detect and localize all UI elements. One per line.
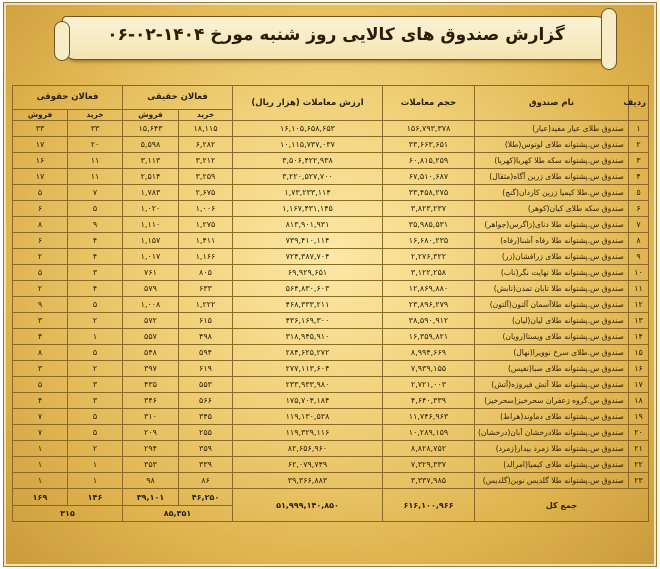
table-row bbox=[13, 361, 649, 377]
cell-row-no: ۱۱ bbox=[629, 281, 649, 297]
cell-value: ۱۰,۱۱۵,۷۳۷,۰۳۷ bbox=[233, 137, 383, 153]
cell-fund-name: صندوق س.پشتوانه طلای کیمیا(امرالد) bbox=[475, 457, 629, 473]
cell-volume: ۷,۹۳۹,۱۵۵ bbox=[383, 361, 475, 377]
totals-legal-buy: ۱۴۶ bbox=[68, 489, 123, 506]
cell-legal-sell: ۱ bbox=[13, 473, 68, 489]
cell-real-buy: ۶۱۹ bbox=[179, 361, 233, 377]
cell-real-buy: ۱۸,۱۱۵ bbox=[179, 121, 233, 137]
cell-fund-name: صندوق س.پشتوانه طلا گلدیس نوین(گلدیس) bbox=[475, 473, 629, 489]
cell-legal-sell: ۵ bbox=[13, 377, 68, 393]
totals-real-buy: ۴۶,۲۵۰ bbox=[179, 489, 233, 506]
table-row bbox=[13, 313, 649, 329]
cell-real-buy: ۶۳۳ bbox=[179, 281, 233, 297]
table-row bbox=[13, 185, 649, 201]
cell-real-buy: ۵۶۶ bbox=[179, 393, 233, 409]
cell-value: ۲۸۴,۶۲۵,۲۷۲ bbox=[233, 345, 383, 361]
cell-legal-buy: ۵ bbox=[68, 409, 123, 425]
cell-row-no: ۲ bbox=[629, 137, 649, 153]
cell-legal-sell: ۷ bbox=[13, 425, 68, 441]
cell-legal-sell: ۸ bbox=[13, 345, 68, 361]
cell-row-no: ۸ bbox=[629, 233, 649, 249]
scroll-curl-left bbox=[54, 21, 70, 61]
cell-legal-buy: ۴ bbox=[68, 249, 123, 265]
cell-fund-name: صندوق س.پشتوانه طلا تابان تمدن(تابش) bbox=[475, 281, 629, 297]
cell-legal-sell: ۸ bbox=[13, 217, 68, 233]
cell-legal-sell: ۷ bbox=[13, 409, 68, 425]
cell-value: ۴۳۶,۱۶۹,۳۰۰ bbox=[233, 313, 383, 329]
cell-value: ۱۱۹,۱۳۰,۵۳۸ bbox=[233, 409, 383, 425]
cell-fund-name: صندوق س.گروه زعفران سحرخیز(سحرخیز) bbox=[475, 393, 629, 409]
cell-legal-sell: ۹ bbox=[13, 297, 68, 313]
totals-legal-sell: ۱۶۹ bbox=[13, 489, 68, 506]
cell-volume: ۳۵,۹۸۵,۵۳۱ bbox=[383, 217, 475, 233]
cell-real-sell: ۹۸ bbox=[123, 473, 179, 489]
cell-row-no: ۲۱ bbox=[629, 441, 649, 457]
cell-legal-buy: ۹ bbox=[68, 217, 123, 233]
cell-legal-sell: ۳ bbox=[13, 313, 68, 329]
table-row bbox=[13, 457, 649, 473]
cell-fund-name: صندوق س.پشتوانه طلای ویستا(رویان) bbox=[475, 329, 629, 345]
table-row bbox=[13, 297, 649, 313]
cell-fund-name: صندوق طلای عیار مفید(عیار) bbox=[475, 121, 629, 137]
cell-volume: ۳۳,۶۶۳,۶۵۱ bbox=[383, 137, 475, 153]
cell-fund-name: صندوق سکه طلای کیان(کوهر) bbox=[475, 201, 629, 217]
cell-fund-name: صندوق س.طلای سرخ نوویرا(نهال) bbox=[475, 345, 629, 361]
cell-row-no: ۲۲ bbox=[629, 457, 649, 473]
cell-legal-buy: ۵ bbox=[68, 201, 123, 217]
cell-real-sell: ۵۷۲ bbox=[123, 313, 179, 329]
cell-real-buy: ۵۵۳ bbox=[179, 377, 233, 393]
cell-row-no: ۶ bbox=[629, 201, 649, 217]
cell-value: ۶۹,۹۲۹,۶۵۱ bbox=[233, 265, 383, 281]
cell-volume: ۲,۲۷۶,۳۲۲ bbox=[383, 249, 475, 265]
cell-real-buy: ۶,۲۸۲ bbox=[179, 137, 233, 153]
header-real-buy: خرید bbox=[179, 110, 233, 121]
cell-real-buy: ۶۱۵ bbox=[179, 313, 233, 329]
table-row bbox=[13, 377, 649, 393]
table-row bbox=[13, 281, 649, 297]
cell-legal-buy: ۵ bbox=[68, 345, 123, 361]
cell-volume: ۱۶,۳۵۹,۸۲۱ bbox=[383, 329, 475, 345]
cell-row-no: ۱ bbox=[629, 121, 649, 137]
totals-legal-combined: ۳۱۵ bbox=[13, 506, 123, 522]
cell-fund-name: صندوق س.پشتوانه طلاآسمان آلتون(آلتون) bbox=[475, 297, 629, 313]
cell-fund-name: صندوق س.پشتوانه طلا زمرد بیدار(زمرد) bbox=[475, 441, 629, 457]
cell-real-buy: ۱,۲۷۵ bbox=[179, 217, 233, 233]
table-row bbox=[13, 441, 649, 457]
cell-real-buy: ۴۹۸ bbox=[179, 329, 233, 345]
cell-legal-sell: ۴ bbox=[13, 393, 68, 409]
cell-legal-buy: ۱۱ bbox=[68, 169, 123, 185]
cell-volume: ۴,۶۴۰,۳۳۹ bbox=[383, 393, 475, 409]
cell-real-buy: ۱,۴۱۱ bbox=[179, 233, 233, 249]
cell-real-buy: ۳۳۹ bbox=[179, 457, 233, 473]
totals-row bbox=[13, 489, 649, 506]
header-legal-buy: خرید bbox=[68, 110, 123, 121]
cell-row-no: ۱۹ bbox=[629, 409, 649, 425]
table-row bbox=[13, 265, 649, 281]
table-row bbox=[13, 329, 649, 345]
cell-volume: ۷,۳۲۹,۳۳۷ bbox=[383, 457, 475, 473]
cell-real-buy: ۱,۱۶۶ bbox=[179, 249, 233, 265]
table-row bbox=[13, 233, 649, 249]
cell-row-no: ۱۷ bbox=[629, 377, 649, 393]
cell-volume: ۱۲,۸۶۹,۸۸۰ bbox=[383, 281, 475, 297]
cell-value: ۸۲,۶۵۶,۹۶۰ bbox=[233, 441, 383, 457]
cell-real-sell: ۷۶۱ bbox=[123, 265, 179, 281]
cell-volume: ۳,۳۳۷,۹۸۵ bbox=[383, 473, 475, 489]
cell-volume: ۶۷,۵۱۰,۶۸۷ bbox=[383, 169, 475, 185]
cell-value: ۷۳۹,۴۱۰,۱۱۴ bbox=[233, 233, 383, 249]
cell-real-sell: ۲۹۴ bbox=[123, 441, 179, 457]
cell-row-no: ۱۰ bbox=[629, 265, 649, 281]
cell-fund-name: صندوق س.پشتوانه طلا رفاه آشنا(رفاه) bbox=[475, 233, 629, 249]
cell-legal-buy: ۳ bbox=[68, 377, 123, 393]
cell-legal-sell: ۲ bbox=[13, 249, 68, 265]
cell-row-no: ۹ bbox=[629, 249, 649, 265]
cell-legal-sell: ۵ bbox=[13, 185, 68, 201]
cell-legal-sell: ۳۳ bbox=[13, 121, 68, 137]
cell-real-sell: ۱,۰۲۰ bbox=[123, 201, 179, 217]
cell-real-sell: ۱,۱۵۷ bbox=[123, 233, 179, 249]
cell-real-sell: ۵۴۸ bbox=[123, 345, 179, 361]
cell-row-no: ۲۰ bbox=[629, 425, 649, 441]
cell-legal-buy: ۲ bbox=[68, 313, 123, 329]
cell-value: ۱۱۹,۳۲۹,۱۱۶ bbox=[233, 425, 383, 441]
cell-value: ۵۶۴,۸۳۰,۶۰۳ bbox=[233, 281, 383, 297]
cell-volume: ۱۵۶,۷۹۳,۳۷۸ bbox=[383, 121, 475, 137]
cell-fund-name: صندوق س.پشتوانه طلادرخشان آبان(درخشان) bbox=[475, 425, 629, 441]
cell-volume: ۲۳,۸۹۶,۲۷۹ bbox=[383, 297, 475, 313]
cell-legal-buy: ۴ bbox=[68, 233, 123, 249]
cell-fund-name: صندوق س.طلا کیمیا زرین کاردان(گنج) bbox=[475, 185, 629, 201]
header-real: فعالان حقیقی bbox=[123, 86, 233, 110]
cell-real-sell: ۳۵۳ bbox=[123, 457, 179, 473]
header-row-1 bbox=[13, 86, 649, 110]
cell-real-buy: ۵۹۴ bbox=[179, 345, 233, 361]
table-body bbox=[13, 121, 649, 522]
cell-fund-name: صندوق س.پشتوانه طلای زرافشان(زر) bbox=[475, 249, 629, 265]
cell-row-no: ۲۳ bbox=[629, 473, 649, 489]
cell-row-no: ۷ bbox=[629, 217, 649, 233]
cell-row-no: ۱۵ bbox=[629, 345, 649, 361]
cell-volume: ۳۳,۴۵۸,۲۷۵ bbox=[383, 185, 475, 201]
cell-real-buy: ۸۶ bbox=[179, 473, 233, 489]
cell-fund-name: صندوق س.پشتوانه طلای لوتوس(طلا) bbox=[475, 137, 629, 153]
cell-real-sell: ۱,۰۰۸ bbox=[123, 297, 179, 313]
table-row bbox=[13, 393, 649, 409]
cell-real-sell: ۳۹۷ bbox=[123, 361, 179, 377]
table-row bbox=[13, 217, 649, 233]
cell-row-no: ۴ bbox=[629, 169, 649, 185]
cell-legal-sell: ۱۷ bbox=[13, 169, 68, 185]
cell-real-buy: ۲۵۵ bbox=[179, 425, 233, 441]
cell-fund-name: صندوق س.پشتوانه سکه طلا کهربا(کهربا) bbox=[475, 153, 629, 169]
cell-value: ۲۷۷,۱۱۳,۶۰۴ bbox=[233, 361, 383, 377]
cell-fund-name: صندوق س.پشتوانه طلا آتش فیروزه(آتش) bbox=[475, 377, 629, 393]
cell-real-buy: ۱,۰۰۶ bbox=[179, 201, 233, 217]
header-legal: فعالان حقوقی bbox=[13, 86, 123, 110]
cell-legal-sell: ۲ bbox=[13, 281, 68, 297]
totals-label: جمع کل bbox=[475, 489, 649, 522]
cell-legal-sell: ۴ bbox=[13, 329, 68, 345]
cell-legal-buy: ۴ bbox=[68, 281, 123, 297]
totals-volume: ۶۱۶,۱۰۰,۹۶۶ bbox=[383, 489, 475, 522]
cell-real-sell: ۱,۰۱۷ bbox=[123, 249, 179, 265]
cell-fund-name: صندوق س.پشتوانه طلای زرین آگاه(مثقال) bbox=[475, 169, 629, 185]
table-row bbox=[13, 169, 649, 185]
header-real-sell: فروش bbox=[123, 110, 179, 121]
cell-real-sell: ۵۵۷ bbox=[123, 329, 179, 345]
header-volume: حجم معاملات bbox=[383, 86, 475, 121]
cell-volume: ۸,۹۹۴,۶۶۹ bbox=[383, 345, 475, 361]
report-title: گزارش صندوق های کالایی روز شنبه مورخ ۱۴۰۴-۰۲-۰۶ bbox=[107, 25, 565, 45]
cell-real-sell: ۱۵,۶۴۳ bbox=[123, 121, 179, 137]
totals-real-sell: ۳۹,۱۰۱ bbox=[123, 489, 179, 506]
cell-real-sell: ۱,۷۸۳ bbox=[123, 185, 179, 201]
cell-row-no: ۵ bbox=[629, 185, 649, 201]
cell-volume: ۱۰,۲۸۹,۱۵۹ bbox=[383, 425, 475, 441]
cell-real-buy: ۱,۲۲۲ bbox=[179, 297, 233, 313]
cell-legal-buy: ۱۱ bbox=[68, 153, 123, 169]
funds-table bbox=[12, 85, 649, 522]
cell-real-buy: ۳,۲۱۲ bbox=[179, 153, 233, 169]
cell-legal-sell: ۱۶ bbox=[13, 153, 68, 169]
cell-value: ۳,۲۲۰,۵۲۷,۷۰۰ bbox=[233, 169, 383, 185]
cell-value: ۸۱۳,۹۰۱,۹۳۱ bbox=[233, 217, 383, 233]
cell-real-buy: ۲,۶۷۵ bbox=[179, 185, 233, 201]
header-row-no: ردیف bbox=[629, 86, 649, 121]
cell-legal-sell: ۱۷ bbox=[13, 137, 68, 153]
cell-legal-buy: ۵ bbox=[68, 297, 123, 313]
header-value: ارزش معاملات (هزار ریال) bbox=[233, 86, 383, 121]
cell-real-sell: ۲۰۹ bbox=[123, 425, 179, 441]
totals-real-combined: ۸۵,۳۵۱ bbox=[123, 506, 233, 522]
cell-volume: ۳۸,۵۹۰,۹۱۲ bbox=[383, 313, 475, 329]
cell-value: ۱,۷۳,۲۳۳,۱۱۴ bbox=[233, 185, 383, 201]
cell-volume: ۱۶,۶۸۰,۲۳۵ bbox=[383, 233, 475, 249]
cell-volume: ۳,۱۲۲,۲۵۸ bbox=[383, 265, 475, 281]
table-row bbox=[13, 137, 649, 153]
cell-legal-buy: ۲ bbox=[68, 441, 123, 457]
cell-legal-buy: ۳۳ bbox=[68, 121, 123, 137]
cell-row-no: ۳ bbox=[629, 153, 649, 169]
cell-fund-name: صندوق س.پشتوانه طلای صبا(نفیس) bbox=[475, 361, 629, 377]
title-scroll bbox=[62, 16, 610, 60]
cell-value: ۱,۱۶۷,۴۳۱,۱۴۵ bbox=[233, 201, 383, 217]
cell-value: ۱۷۵,۷۰۴,۱۸۴ bbox=[233, 393, 383, 409]
cell-real-sell: ۳۴۶ bbox=[123, 393, 179, 409]
cell-value: ۳,۵۰۶,۴۲۲,۹۳۸ bbox=[233, 153, 383, 169]
cell-value: ۶۲,۰۷۹,۷۴۹ bbox=[233, 457, 383, 473]
cell-fund-name: صندوق س.پشتوانه طلای دماوند(هراط) bbox=[475, 409, 629, 425]
cell-row-no: ۱۸ bbox=[629, 393, 649, 409]
cell-legal-buy: ۲ bbox=[68, 361, 123, 377]
table-row bbox=[13, 425, 649, 441]
cell-fund-name: صندوق س.پشتوانه طلای لیان(لیان) bbox=[475, 313, 629, 329]
table-row bbox=[13, 345, 649, 361]
cell-real-sell: ۲,۵۱۴ bbox=[123, 169, 179, 185]
cell-legal-sell: ۳ bbox=[13, 361, 68, 377]
cell-legal-buy: ۳ bbox=[68, 265, 123, 281]
cell-real-sell: ۵۷۹ bbox=[123, 281, 179, 297]
cell-legal-buy: ۱ bbox=[68, 457, 123, 473]
cell-value: ۴۶۸,۳۳۳,۲۱۱ bbox=[233, 297, 383, 313]
cell-legal-sell: ۱ bbox=[13, 457, 68, 473]
cell-legal-sell: ۵ bbox=[13, 265, 68, 281]
cell-real-sell: ۱,۱۱۰ bbox=[123, 217, 179, 233]
cell-legal-buy: ۳ bbox=[68, 393, 123, 409]
cell-real-sell: ۳,۱۱۳ bbox=[123, 153, 179, 169]
table-row bbox=[13, 121, 649, 137]
cell-real-buy: ۳۴۵ bbox=[179, 409, 233, 425]
cell-row-no: ۱۶ bbox=[629, 361, 649, 377]
cell-volume: ۲,۷۲۱,۰۰۳ bbox=[383, 377, 475, 393]
cell-real-buy: ۳,۲۵۹ bbox=[179, 169, 233, 185]
cell-row-no: ۱۴ bbox=[629, 329, 649, 345]
scroll-curl-right bbox=[601, 8, 617, 70]
cell-volume: ۱۱,۷۴۶,۹۶۳ bbox=[383, 409, 475, 425]
cell-legal-buy: ۵ bbox=[68, 425, 123, 441]
table-row bbox=[13, 473, 649, 489]
cell-row-no: ۱۳ bbox=[629, 313, 649, 329]
cell-legal-buy: ۱ bbox=[68, 329, 123, 345]
cell-volume: ۶۰,۸۱۵,۲۵۹ bbox=[383, 153, 475, 169]
cell-real-buy: ۳۵۹ bbox=[179, 441, 233, 457]
cell-legal-buy: ۲۰ bbox=[68, 137, 123, 153]
cell-value: ۳۱۸,۹۴۵,۹۱۰ bbox=[233, 329, 383, 345]
cell-value: ۱۶,۱۰۵,۶۵۸,۶۵۳ bbox=[233, 121, 383, 137]
header-fund-name: نام صندوق bbox=[475, 86, 629, 121]
cell-real-sell: ۵,۵۹۸ bbox=[123, 137, 179, 153]
cell-volume: ۸,۸۲۸,۷۵۲ bbox=[383, 441, 475, 457]
cell-real-sell: ۳۱۰ bbox=[123, 409, 179, 425]
table-row bbox=[13, 153, 649, 169]
header-legal-sell: فروش bbox=[13, 110, 68, 121]
cell-real-buy: ۸۰۵ bbox=[179, 265, 233, 281]
cell-real-sell: ۴۳۵ bbox=[123, 377, 179, 393]
cell-volume: ۳,۸۲۳,۲۳۷ bbox=[383, 201, 475, 217]
cell-legal-buy: ۱ bbox=[68, 473, 123, 489]
cell-value: ۷۲۴,۳۸۷,۷۰۴ bbox=[233, 249, 383, 265]
table-row bbox=[13, 201, 649, 217]
cell-value: ۲۳۳,۹۳۳,۹۸۰ bbox=[233, 377, 383, 393]
cell-fund-name: صندوق س.پشتوانه طلا نهایت نگر(ناب) bbox=[475, 265, 629, 281]
cell-legal-sell: ۶ bbox=[13, 201, 68, 217]
totals-value: ۵۱,۹۹۹,۱۴۰,۸۵۰ bbox=[233, 489, 383, 522]
cell-fund-name: صندوق س.پشتوانه طلا دنای(زاگرس(جواهر) bbox=[475, 217, 629, 233]
cell-legal-buy: ۷ bbox=[68, 185, 123, 201]
cell-legal-sell: ۶ bbox=[13, 233, 68, 249]
table-row bbox=[13, 249, 649, 265]
cell-row-no: ۱۲ bbox=[629, 297, 649, 313]
cell-value: ۳۹,۳۶۶,۸۸۳ bbox=[233, 473, 383, 489]
table-row bbox=[13, 409, 649, 425]
cell-legal-sell: ۱ bbox=[13, 441, 68, 457]
